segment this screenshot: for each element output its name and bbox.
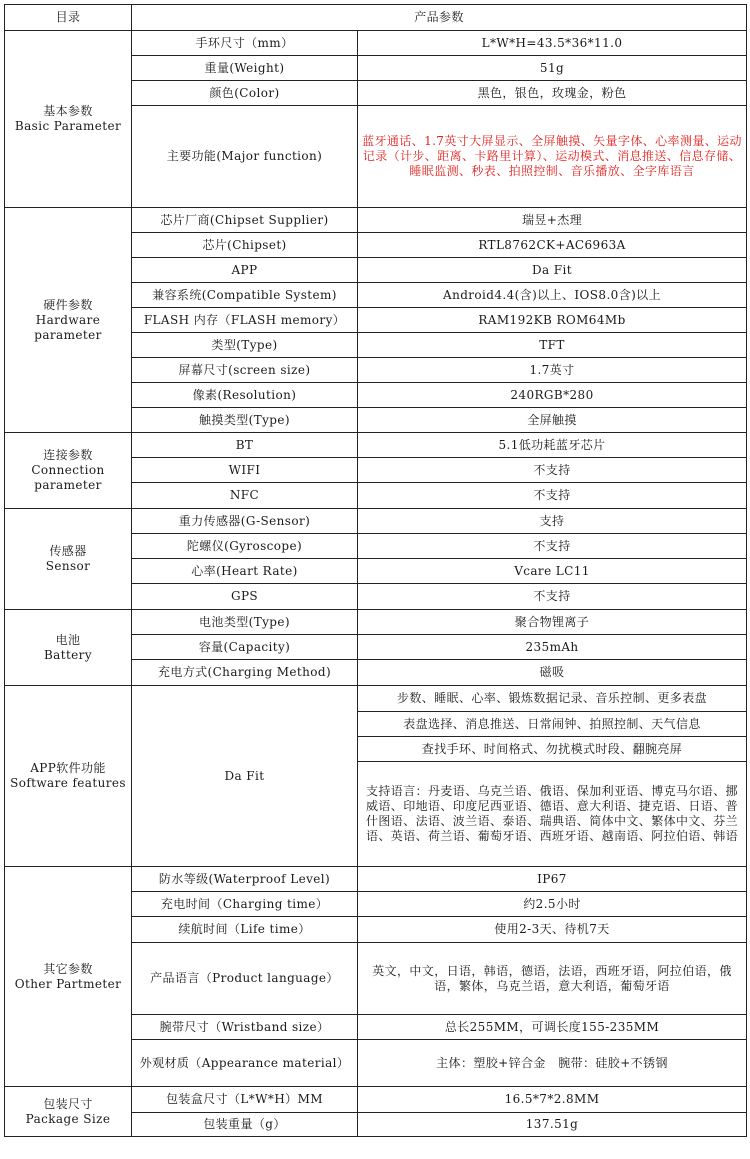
- row-label: 包装重量（g）: [132, 1113, 358, 1137]
- row-value: 137.51g: [358, 1113, 747, 1137]
- category-en: Package Size: [25, 1111, 111, 1126]
- row-value: 英文，中文，日语，韩语，德语，法语，西班牙语，阿拉伯语，俄语，繁体，乌克兰语，意大利语，葡萄牙语: [358, 943, 747, 1015]
- category-zh: 其它参数: [43, 961, 93, 976]
- row-label: 手环尺寸（mm）: [132, 31, 358, 56]
- row-value: 聚合物锂离子: [358, 610, 747, 635]
- category-app: [5, 686, 132, 867]
- row-value: 5.1低功耗蓝牙芯片: [358, 433, 747, 458]
- table-row: [5, 686, 747, 712]
- category-en: Basic Parameter: [14, 119, 122, 133]
- table-row: [5, 867, 747, 892]
- row-value: Vcare LC11: [358, 559, 747, 584]
- header-toc: 目录: [5, 5, 132, 31]
- row-value: 主体：塑胶+锌合金 腕带：硅胶+不锈钢: [358, 1040, 747, 1087]
- row-label: 产品语言（Product language）: [132, 943, 358, 1015]
- row-value: 黑色，银色，玫瑰金，粉色: [358, 81, 747, 106]
- row-value: 240RGB*280: [358, 383, 747, 408]
- table-row: [5, 433, 747, 458]
- row-label: 屏幕尺寸(screen size): [132, 358, 358, 383]
- row-label: BT: [132, 433, 358, 458]
- table-row: [5, 31, 747, 56]
- row-label: FLASH 内存（FLASH memory）: [132, 308, 358, 333]
- category-battery: [5, 610, 132, 686]
- row-label: 陀螺仪(Gyroscope): [132, 534, 358, 559]
- row-label: 兼容系统(Compatible System): [132, 283, 358, 308]
- category-basic: [5, 31, 132, 208]
- category-en: parameter: [34, 327, 102, 342]
- category-en: Hardware: [35, 312, 101, 327]
- row-value: 磁吸: [358, 660, 747, 686]
- row-value: RTL8762CK+AC6963A: [358, 233, 747, 258]
- row-label: 触摸类型(Type): [132, 408, 358, 433]
- row-value: Android4.4(含)以上、IOS8.0含)以上: [358, 283, 747, 308]
- app-name: Da Fit: [132, 686, 358, 867]
- row-label: 重量(Weight): [132, 56, 358, 81]
- row-value: 235mAh: [358, 635, 747, 660]
- row-value: RAM192KB ROM64Mb: [358, 308, 747, 333]
- row-label: 充电方式(Charging Method): [132, 660, 358, 686]
- row-label: 芯片厂商(Chipset Supplier): [132, 208, 358, 233]
- row-label: GPS: [132, 584, 358, 610]
- table-row: [5, 509, 747, 534]
- category-sensor: [5, 509, 132, 610]
- row-value-highlight: 蓝牙通话、1.7英寸大屏显示、全屏触摸、矢量字体、心率测量、运动记录（计步、距离、卡路里计算）、运动模式、消息推送、信息存储、睡眠监测、秒表、拍照控制、音乐播放、全字库语言: [358, 106, 747, 208]
- header-row: [5, 5, 747, 31]
- row-value: 不支持: [358, 534, 747, 559]
- row-value: 使用2-3天、待机7天: [358, 917, 747, 943]
- row-value: 瑞昱+杰理: [358, 208, 747, 233]
- row-value: 不支持: [358, 483, 747, 509]
- row-value: TFT: [358, 333, 747, 358]
- category-en: Software features: [10, 776, 126, 790]
- table-row: [5, 208, 747, 233]
- category-zh: 电池: [55, 632, 81, 647]
- category-zh: 基本参数: [43, 104, 93, 118]
- row-value: 1.7英寸: [358, 358, 747, 383]
- row-value: 总长255MM，可调长度155-235MM: [358, 1015, 747, 1040]
- row-label: 电池类型(Type): [132, 610, 358, 635]
- row-label: 充电时间（Charging time）: [132, 892, 358, 917]
- category-connection: [5, 433, 132, 509]
- row-value: 全屏触摸: [358, 408, 747, 433]
- row-value: IP67: [358, 867, 747, 892]
- row-label: 重力传感器(G-Sensor): [132, 509, 358, 534]
- row-label: 类型(Type): [132, 333, 358, 358]
- category-en: Connection: [31, 463, 105, 477]
- row-label: WIFI: [132, 458, 358, 483]
- row-value: 表盘选择、消息推送、日常闹钟、拍照控制、天气信息: [358, 712, 747, 737]
- row-value: 16.5*7*2.8MM: [358, 1087, 747, 1113]
- category-other: [5, 867, 132, 1087]
- spec-table: [4, 4, 747, 1137]
- languages-value: 支持语言：丹麦语、乌克兰语、俄语、保加利亚语、博克马尔语、挪威语、印地语、印度尼西亚语、德语、意大利语、捷克语、日语、普什图语、法语、波兰语、泰语、瑞典语、简体中文、繁体中文、芬兰语、英语、荷兰语、葡萄牙语、西班牙语、越南语、阿拉伯语、韩语: [358, 762, 747, 867]
- row-label: 外观材质（Appearance material）: [132, 1040, 358, 1087]
- category-en: Sensor: [45, 559, 91, 573]
- row-label: APP: [132, 258, 358, 283]
- category-zh: 连接参数: [43, 448, 93, 462]
- category-hardware: [5, 208, 132, 433]
- row-value: Da Fit: [358, 258, 747, 283]
- row-value: 不支持: [358, 458, 747, 483]
- row-label: 心率(Heart Rate): [132, 559, 358, 584]
- category-zh: 传感器: [49, 544, 87, 558]
- row-label: 容量(Capacity): [132, 635, 358, 660]
- row-value: 51g: [358, 56, 747, 81]
- row-label: 防水等级(Waterproof Level): [132, 867, 358, 892]
- row-value: 不支持: [358, 584, 747, 610]
- category-zh: 硬件参数: [43, 297, 93, 312]
- row-label: NFC: [132, 483, 358, 509]
- row-label: 像素(Resolution): [132, 383, 358, 408]
- category-package: [5, 1087, 132, 1137]
- row-label: 主要功能(Major function): [132, 106, 358, 208]
- row-label: 续航时间（Life time）: [132, 917, 358, 943]
- category-zh: APP软件功能: [30, 761, 106, 775]
- row-value: 步数、睡眠、心率、锻炼数据记录、音乐控制、更多表盘: [358, 686, 747, 712]
- row-value: 约2.5小时: [358, 892, 747, 917]
- category-en: parameter: [34, 478, 102, 492]
- row-label: 包装盒尺寸（L*W*H）MM: [132, 1087, 358, 1113]
- row-label: 腕带尺寸（Wristband size）: [132, 1015, 358, 1040]
- table-row: [5, 610, 747, 635]
- table-row: [5, 1087, 747, 1113]
- row-label: 颜色(Color): [132, 81, 358, 106]
- row-value: 查找手环、时间格式、勿扰模式时段、翻腕亮屏: [358, 737, 747, 762]
- header-params: 产品参数: [132, 5, 747, 31]
- category-en: Battery: [43, 647, 93, 662]
- row-value: L*W*H=43.5*36*11.0: [358, 31, 747, 56]
- row-value: 支持: [358, 509, 747, 534]
- category-zh: 包装尺寸: [43, 1096, 93, 1111]
- row-label: 芯片(Chipset): [132, 233, 358, 258]
- category-en: Other Partmeter: [14, 976, 122, 991]
